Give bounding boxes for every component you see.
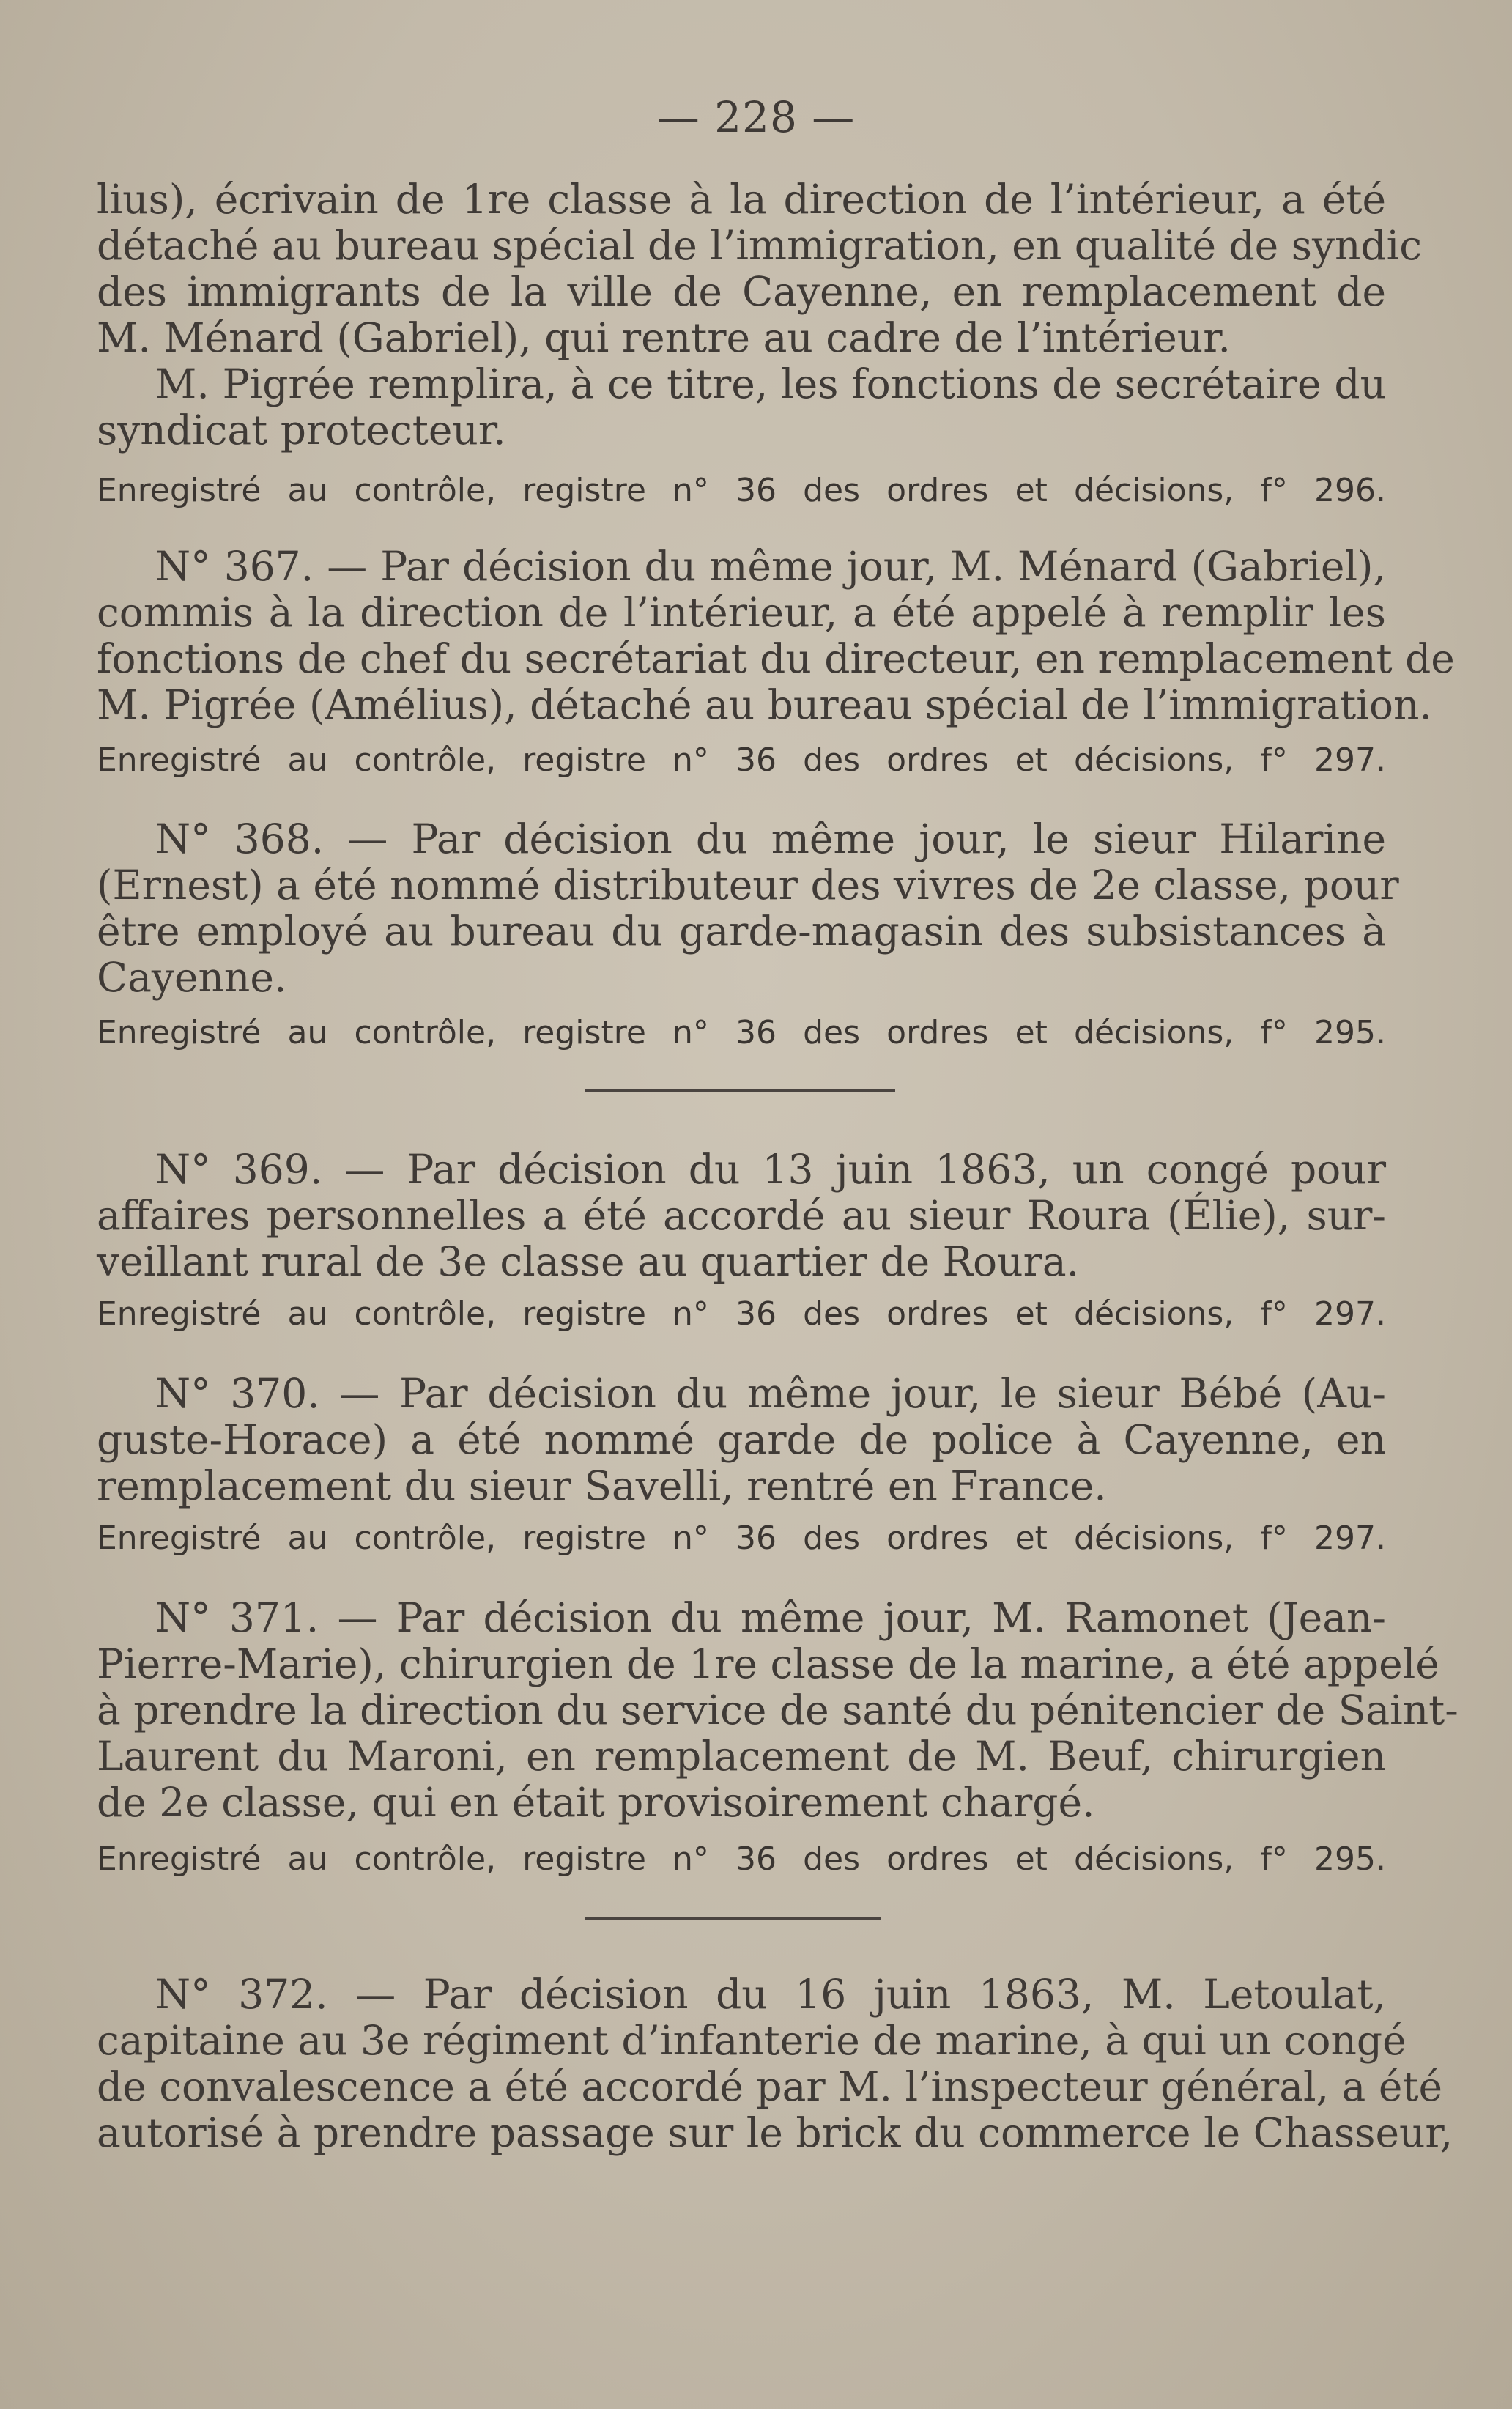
- text-line: capitaine au 3e régiment d’infanterie de marine, à qui un congé: [97, 2017, 1407, 2064]
- text-line: affaires personnelles a été accordé au sieur Roura (Élie), sur-: [97, 1192, 1386, 1239]
- registration-note: Enregistré au contrôle, registre n° 36 des ordres et décisions, f° 297.: [97, 1295, 1386, 1333]
- text-line: commis à la direction de l’intérieur, a été appelé à remplir les: [97, 589, 1386, 636]
- decision-heading: N° 369. — Par décision du 13 juin 1863, un congé pour: [155, 1146, 1386, 1193]
- decision-heading: N° 367. — Par décision du même jour, M. Ménard (Gabriel),: [155, 543, 1386, 590]
- text-line: lius), écrivain de 1re classe à la direction de l’intérieur, a été: [97, 176, 1386, 223]
- text-line: être employé au bureau du garde-magasin des subsistances à: [97, 908, 1386, 955]
- text-line: guste-Horace) a été nommé garde de police à Cayenne, en: [97, 1416, 1386, 1463]
- section-divider: [585, 1089, 895, 1092]
- registration-note: Enregistré au contrôle, registre n° 36 des ordres et décisions, f° 295.: [97, 1840, 1386, 1878]
- registration-note: Enregistré au contrôle, registre n° 36 des ordres et décisions, f° 295.: [97, 1014, 1386, 1051]
- decision-heading: N° 370. — Par décision du même jour, le sieur Bébé (Au-: [155, 1370, 1386, 1417]
- text-line: Laurent du Maroni, en remplacement de M. Beuf, chirurgien: [97, 1733, 1386, 1780]
- text-line: M. Ménard (Gabriel), qui rentre au cadre de l’intérieur.: [97, 314, 1231, 361]
- section-divider: [585, 1917, 881, 1920]
- text-line: à prendre la direction du service de santé du pénitencier de Saint-: [97, 1687, 1459, 1733]
- text-line: de convalescence a été accordé par M. l’inspecteur général, a été: [97, 2063, 1443, 2110]
- text-line: remplacement du sieur Savelli, rentré en France.: [97, 1462, 1107, 1509]
- text-line: M. Pigrée (Amélius), détaché au bureau spécial de l’immigration.: [97, 681, 1432, 728]
- text-line: Cayenne.: [97, 954, 287, 1001]
- text-line: syndicat protecteur.: [97, 407, 506, 454]
- decision-heading: N° 371. — Par décision du même jour, M. Ramonet (Jean-: [155, 1594, 1386, 1641]
- registration-note: Enregistré au contrôle, registre n° 36 des ordres et décisions, f° 297.: [97, 741, 1386, 779]
- text-line: de 2e classe, qui en était provisoirement chargé.: [97, 1779, 1095, 1826]
- text-line: (Ernest) a été nommé distributeur des vivres de 2e classe, pour: [97, 862, 1399, 909]
- text-line: fonctions de chef du secrétariat du directeur, en remplacement de: [97, 635, 1455, 682]
- page-number: — 228 —: [656, 92, 856, 142]
- registration-note: Enregistré au contrôle, registre n° 36 des ordres et décisions, f° 297.: [97, 1520, 1386, 1557]
- text-line: détaché au bureau spécial de l’immigration, en qualité de syndic: [97, 222, 1423, 269]
- text-line: autorisé à prendre passage sur le brick du commerce le Chasseur,: [97, 2109, 1453, 2156]
- decision-heading: N° 372. — Par décision du 16 juin 1863, M. Letoulat,: [155, 1971, 1386, 2018]
- text-line: veillant rural de 3e classe au quartier de Roura.: [97, 1238, 1080, 1285]
- text-line: M. Pigrée remplira, à ce titre, les fonctions de secrétaire du: [155, 360, 1386, 407]
- text-line: Pierre-Marie), chirurgien de 1re classe de la marine, a été appelé: [97, 1640, 1439, 1687]
- decision-heading: N° 368. — Par décision du même jour, le sieur Hilarine: [155, 815, 1386, 862]
- registration-note: Enregistré au contrôle, registre n° 36 des ordres et décisions, f° 296.: [97, 472, 1386, 509]
- text-line: des immigrants de la ville de Cayenne, en remplacement de: [97, 268, 1386, 315]
